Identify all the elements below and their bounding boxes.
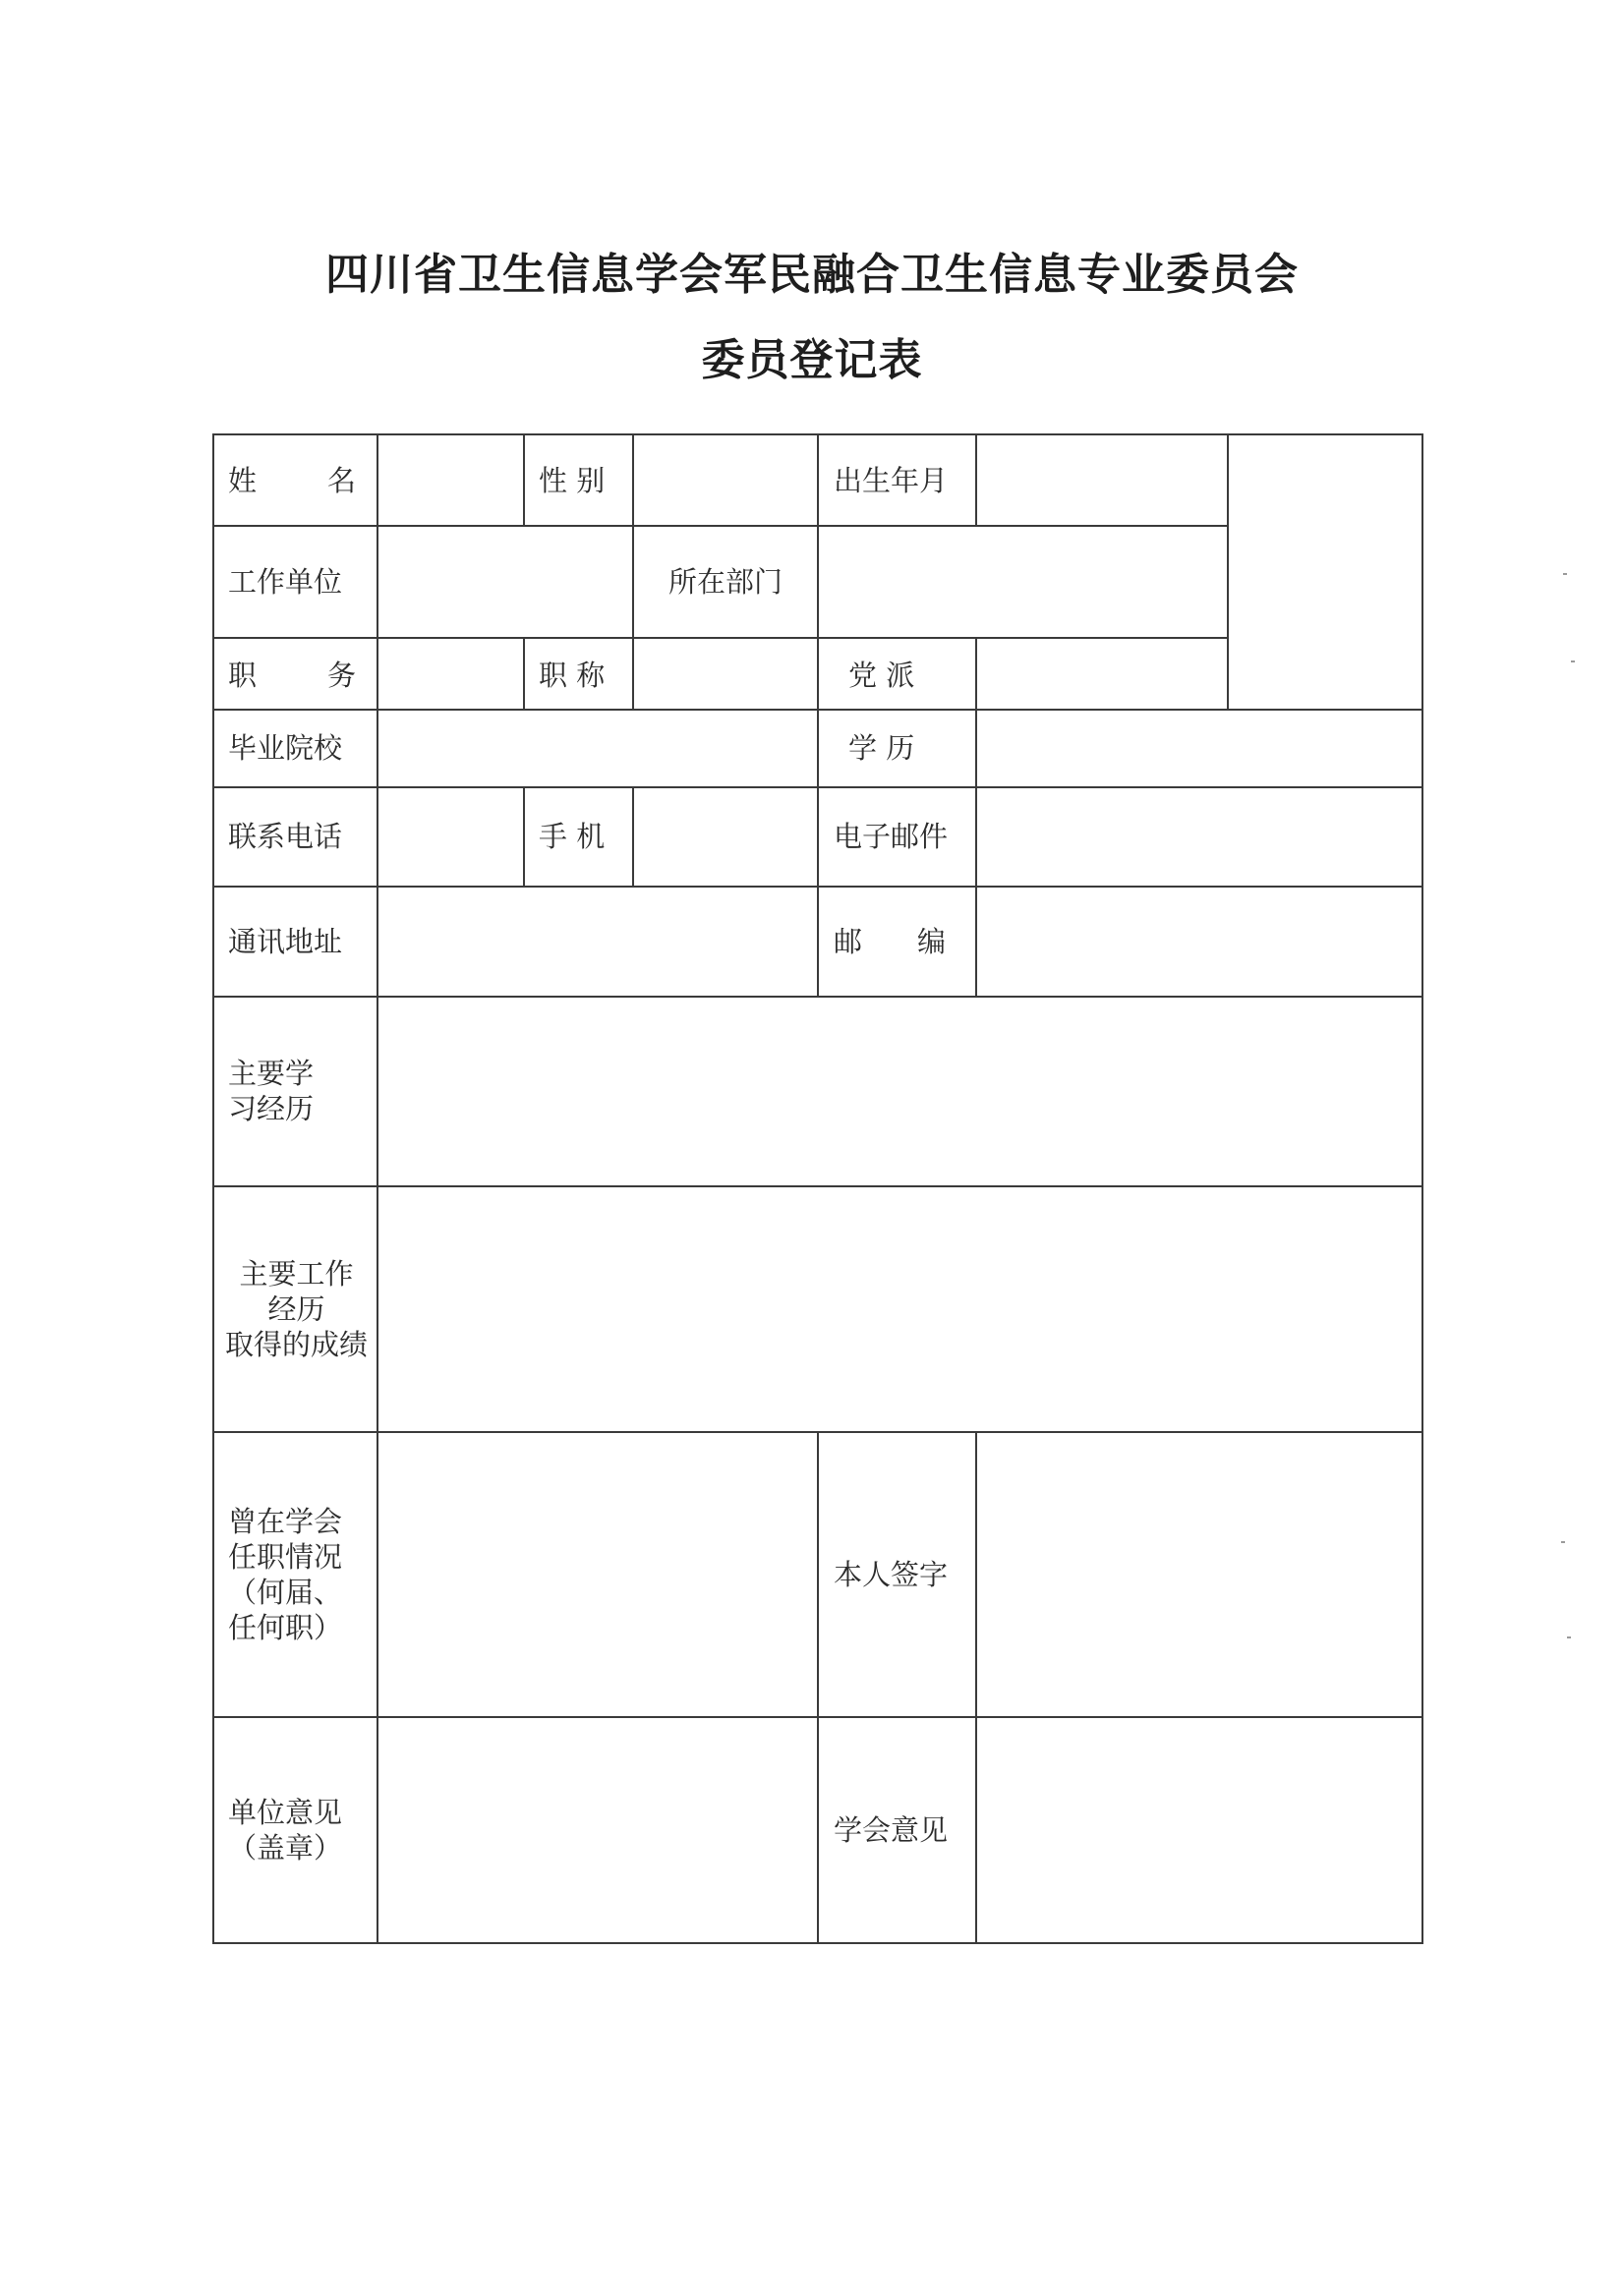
label-roles-line3: （何届、	[228, 1575, 343, 1609]
form-title-line1: 四川省卫生信息学会军民融合卫生信息专业委员会	[325, 250, 1299, 300]
scan-speck	[1561, 1541, 1565, 1543]
label-department: 所在部门	[667, 564, 783, 599]
label-roles-line1: 曾在学会	[228, 1504, 343, 1538]
label-unit-line2: （盖章）	[228, 1830, 343, 1865]
field-postcode[interactable]	[977, 887, 1423, 996]
label-name-char2: 名	[326, 463, 356, 497]
field-employer[interactable]	[377, 526, 632, 637]
label-education: 学 历	[848, 731, 915, 765]
scan-speck	[1571, 660, 1575, 662]
field-email[interactable]	[977, 787, 1423, 886]
field-work-history[interactable]	[377, 1186, 1423, 1431]
label-email: 电子邮件	[834, 820, 949, 853]
field-school[interactable]	[377, 710, 817, 786]
label-name-char1: 姓	[228, 463, 258, 497]
label-position	[228, 642, 356, 709]
label-unit-line1: 单位意见	[228, 1795, 343, 1829]
label-address: 通讯地址	[228, 924, 343, 958]
label-postcode-char2: 编	[916, 924, 946, 958]
field-gender[interactable]	[634, 435, 817, 525]
label-postcode	[834, 887, 946, 996]
field-party[interactable]	[977, 638, 1227, 709]
label-mobile: 手 机	[539, 820, 606, 853]
field-department[interactable]	[819, 526, 1227, 637]
label-school: 毕业院校	[228, 731, 343, 765]
label-signature: 本人签字	[834, 1557, 949, 1591]
label-name	[228, 435, 356, 525]
photo-area[interactable]	[1229, 435, 1423, 709]
scan-speck	[1567, 1636, 1571, 1638]
label-study-line1: 主要学	[228, 1057, 315, 1090]
label-study-history	[228, 997, 377, 1185]
field-unit-opinion[interactable]	[377, 1717, 817, 1942]
field-phone[interactable]	[377, 787, 523, 886]
scan-speck	[1563, 573, 1567, 575]
field-position[interactable]	[377, 638, 523, 709]
field-name[interactable]	[377, 435, 523, 525]
label-roles-line2: 任职情况	[228, 1539, 343, 1574]
label-employer: 工作单位	[228, 564, 343, 599]
label-birth: 出生年月	[834, 463, 949, 497]
label-phone: 联系电话	[228, 820, 343, 853]
label-society-opinion: 学会意见	[834, 1812, 949, 1847]
label-society-roles	[228, 1432, 377, 1716]
field-signature[interactable]	[977, 1432, 1423, 1716]
label-postcode-char1: 邮	[834, 924, 863, 958]
field-title-rank[interactable]	[634, 638, 817, 709]
label-work-line1: 主要工作	[239, 1256, 354, 1291]
label-gender: 性 别	[539, 463, 606, 497]
label-title-rank: 职 称	[539, 659, 606, 692]
label-party: 党 派	[848, 659, 915, 692]
field-address[interactable]	[377, 887, 817, 996]
field-study-history[interactable]	[377, 997, 1423, 1185]
label-unit-opinion	[228, 1717, 377, 1942]
field-society-opinion[interactable]	[977, 1717, 1423, 1942]
field-society-roles[interactable]	[377, 1432, 817, 1716]
label-work-line2: 经历	[267, 1292, 325, 1326]
label-position-char1: 职	[228, 659, 258, 692]
label-work-history	[216, 1186, 377, 1431]
registration-form-table	[212, 433, 1423, 1944]
label-work-line3: 取得的成绩	[224, 1327, 368, 1361]
label-position-char2: 务	[326, 659, 356, 692]
field-education[interactable]	[977, 710, 1423, 786]
field-mobile[interactable]	[634, 787, 817, 886]
form-title-line2: 委员登记表	[701, 335, 923, 385]
field-birth[interactable]	[977, 435, 1227, 525]
label-study-line2: 习经历	[228, 1092, 315, 1125]
label-roles-line4: 任何职）	[228, 1610, 343, 1644]
